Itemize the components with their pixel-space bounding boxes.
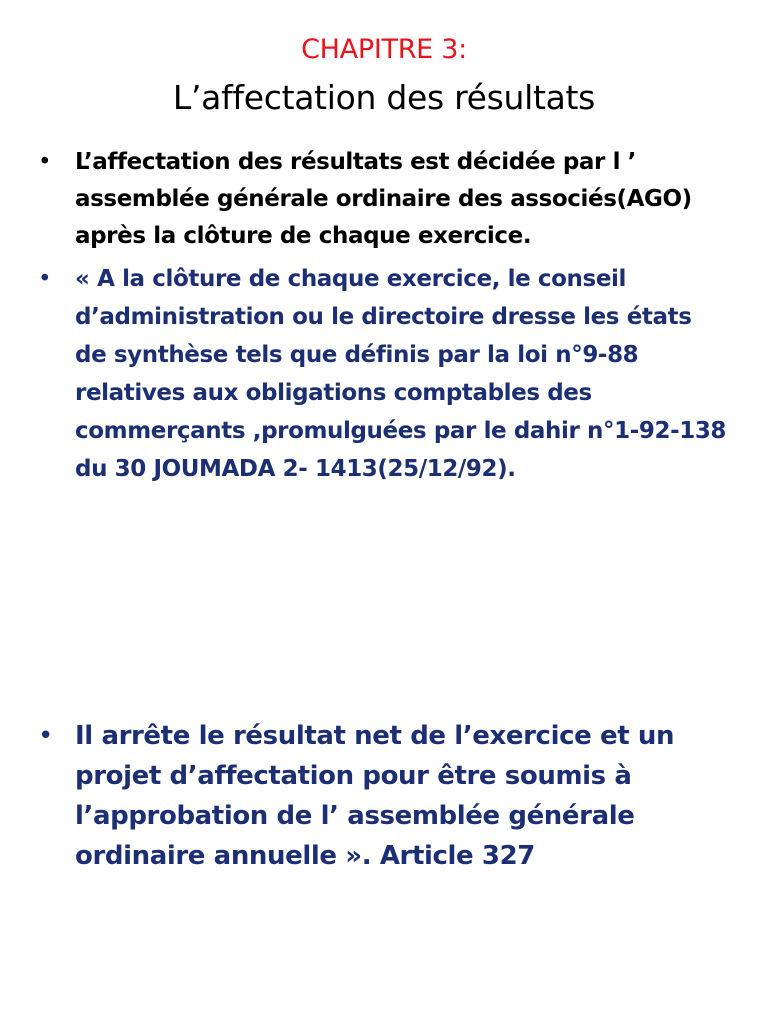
bullet-item-decision xyxy=(38,144,728,255)
bullet-item-article xyxy=(38,716,738,876)
bullet-marker: • xyxy=(38,149,52,175)
bullet-marker: • xyxy=(38,721,53,751)
bullet-text: « A la clôture de chaque exercice, le conseil d’administration ou le directoire dresse les états de synthèse tels que définis par la loi n°9-88 relatives aux obligations comptables des commerçants ,promulguées par le dahir n°1-92-138 du 30 JOUMADA 2- 1413(25/12/92). xyxy=(75,266,727,482)
bullet-text: Il arrête le résultat net de l’exercice et un projet d’affectation pour être soumis à l’approbation de l’ assemblée générale ordinaire annuelle ». Article 327 xyxy=(75,721,675,871)
page-title: L’affectation des résultats xyxy=(172,78,596,117)
bullet-text: L’affectation des résultats est décidée par l ’ assemblée générale ordinaire des associés(AGO) après la clôture de chaque exercice. xyxy=(75,149,692,249)
bullet-marker: • xyxy=(38,266,52,292)
chapter-label: CHAPITRE 3: xyxy=(301,34,467,65)
bullet-item-citation xyxy=(38,260,728,488)
